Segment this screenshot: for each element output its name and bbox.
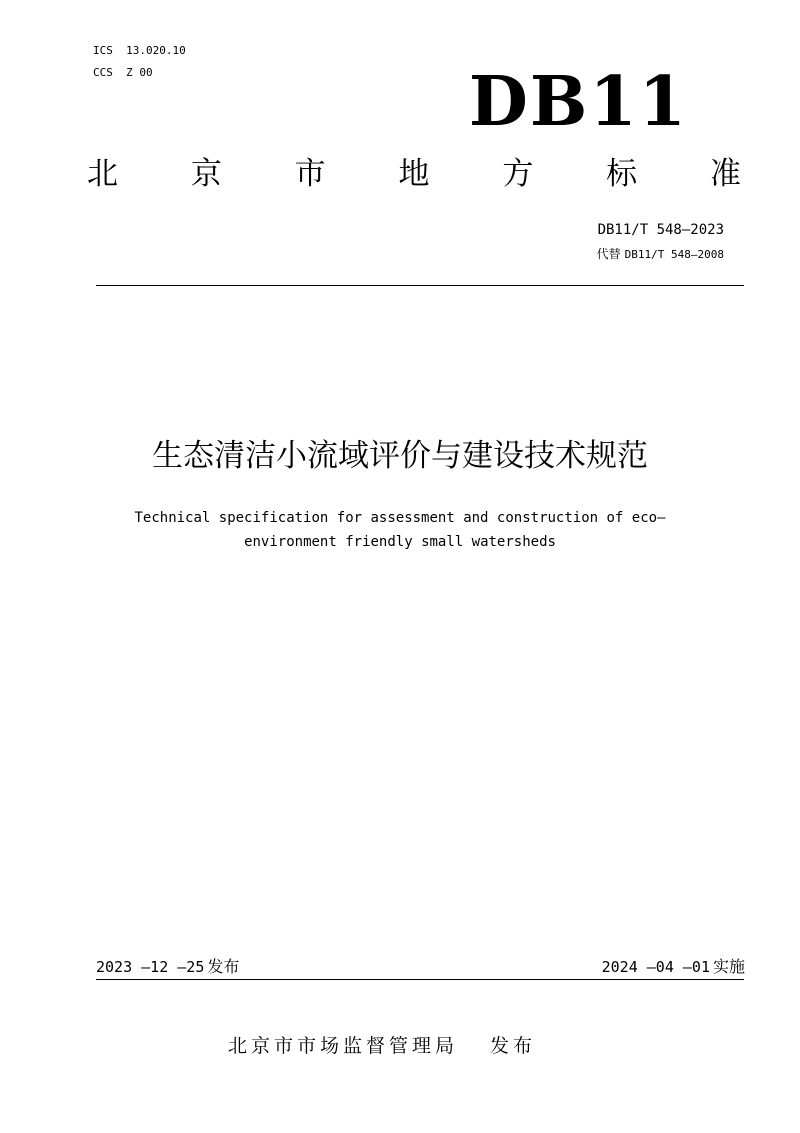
publish-date-line	[96, 956, 239, 978]
replaces-number: DB11/T 548—2008	[624, 248, 724, 261]
publish-label: 发布	[207, 957, 240, 976]
standard-number: DB11/T 548—2023	[597, 222, 724, 238]
issue-word: 发布	[490, 1035, 537, 1057]
ccs-code: CCS Z 00	[93, 66, 153, 79]
english-title-line: environment friendly small watersheds	[244, 534, 556, 550]
ics-code: ICS 13.020.10	[93, 44, 186, 57]
implement-label: 实施	[712, 957, 745, 976]
standard-type-char: 京	[190, 156, 222, 192]
db-mark: DB11	[468, 62, 688, 142]
replaces-label: 代替	[596, 247, 621, 261]
document-title: 生态清洁小流域评价与建设技术规范	[152, 438, 648, 474]
standard-type-char: 北	[87, 156, 118, 192]
issuer-line	[228, 1032, 536, 1060]
top-divider	[96, 285, 744, 286]
issuer-name: 北京市市场监督管理局	[228, 1035, 459, 1057]
publish-date: 2023 —12 —25	[96, 958, 205, 976]
standard-type-char: 标	[606, 156, 638, 192]
standard-type-char: 方	[502, 156, 534, 192]
replaces-line	[597, 246, 724, 263]
bottom-divider	[96, 979, 744, 980]
implement-date: 2024 —04 —01	[601, 958, 710, 976]
standard-type-char: 市	[294, 156, 326, 192]
standard-type-char: 准	[709, 156, 741, 192]
classification-codes	[93, 40, 186, 84]
standard-type-char: 地	[398, 156, 430, 192]
english-title	[60, 506, 740, 554]
standard-type-title	[87, 152, 741, 196]
english-title-line: Technical specification for assessment and construction of eco—	[134, 510, 666, 526]
implement-date-line	[602, 956, 745, 978]
